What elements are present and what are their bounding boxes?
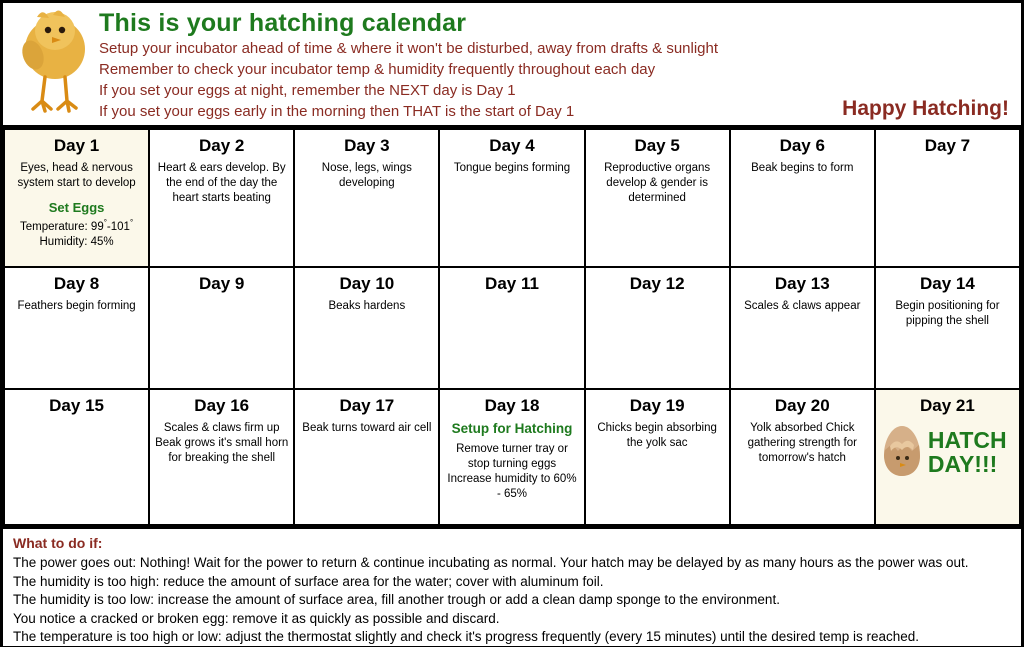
happy-hatching-text: Happy Hatching! (842, 97, 1009, 120)
footer-line-3: The humidity is too low: increase the amount of surface area, fill another trough or add a clean damp sponge to the environment. (13, 592, 780, 607)
degree-symbol-2: ° (129, 218, 134, 227)
day-description: Feathers begin forming (17, 300, 136, 312)
day-label: Day 17 (339, 396, 395, 415)
day-cell-10 (294, 267, 439, 389)
day-cell-4 (439, 129, 584, 267)
day-description: Scales & claws firm up Beak grows it's small horn for breaking the shell (155, 422, 289, 464)
day-label: Day 18 (484, 396, 540, 415)
day-label: Day 16 (194, 396, 250, 415)
day-cell-2 (149, 129, 294, 267)
day-label: Day 7 (924, 136, 971, 155)
day-cell-15 (4, 389, 149, 525)
day-label: Day 3 (344, 136, 390, 155)
temperature-text: Temperature: 99 (19, 220, 104, 233)
day-label: Day 19 (629, 396, 685, 415)
temperature-range: -101 (106, 220, 130, 233)
footer-line-5: The temperature is too high or low: adjust the thermostat slightly and check it's progress frequently (every 15 minutes) until the desired temp is reached. (13, 629, 920, 644)
day-label: Day 14 (920, 274, 975, 293)
day-description: Beak turns toward air cell (302, 422, 432, 434)
day-label: Day 9 (199, 274, 245, 293)
footer-line-2: The humidity is too high: reduce the amount of surface area for the water; cover with aluminum foil. (13, 573, 604, 589)
chick-illustration (9, 5, 101, 123)
day-cell-13 (730, 267, 875, 389)
header-line-3: If you set your eggs at night, remember the NEXT day is Day 1 (99, 82, 516, 99)
degree-symbol-1: ° (103, 218, 107, 227)
footer-line-4: You notice a cracked or broken egg: remove it as quickly as possible and discard. (13, 610, 500, 626)
footer-tips (3, 526, 1021, 646)
day-cell-5 (585, 129, 730, 267)
day-cell-14 (875, 267, 1020, 389)
day-cell-3 (294, 129, 439, 267)
calendar-grid (3, 128, 1021, 526)
day-cell-18 (439, 389, 584, 525)
day-description: Beaks hardens (328, 300, 406, 312)
day-description: Heart & ears develop. By the end of the day the heart starts beating (157, 162, 286, 204)
footer-title: What to do if: (13, 535, 103, 551)
day-cell-21 (875, 389, 1020, 525)
day-label: Day 4 (489, 136, 535, 155)
day-description: Tongue begins forming (453, 162, 571, 174)
day-label: Day 12 (629, 274, 685, 293)
day-description: Chicks begin absorbing the yolk sac (597, 422, 717, 449)
day-description: Scales & claws appear (744, 300, 861, 312)
day-cell-17 (294, 389, 439, 525)
header (3, 3, 1021, 128)
day-label: Day 6 (779, 136, 825, 155)
header-line-2: Remember to check your incubator temp & humidity frequently throughout each day (99, 61, 656, 78)
hatching-egg-icon (880, 424, 924, 480)
day-label: Day 1 (53, 136, 100, 155)
day-description: Eyes, head & nervous system start to develop (17, 162, 136, 189)
hatch-day-text: HATCH DAY!!! (927, 427, 1007, 477)
footer-line-1: The power goes out: Nothing! Wait for the power to return & continue incubating as normal. Your hatch may be delayed by as many hours as the power was out. (13, 555, 969, 570)
day-cell-16 (149, 389, 294, 525)
day-label: Day 2 (199, 136, 245, 155)
day-cell-9 (149, 267, 294, 389)
day-cell-19 (585, 389, 730, 525)
day-label: Day 20 (774, 396, 830, 415)
day-description: Beak begins to form (751, 162, 854, 174)
day-label: Day 13 (774, 274, 830, 293)
hatch-day-block (880, 424, 1015, 480)
day-label: Day 8 (53, 274, 100, 293)
day-cell-7 (875, 129, 1020, 267)
calendar-row-week2 (4, 267, 1020, 389)
calendar-row-week1 (4, 129, 1020, 267)
header-line-1: Setup your incubator ahead of time & where it won't be disturbed, away from drafts & sunlight (99, 40, 719, 57)
day-label: Day 15 (49, 396, 104, 415)
day-cell-20 (730, 389, 875, 525)
header-line-4: If you set your eggs early in the morning then THAT is the start of Day 1 (99, 103, 575, 120)
day-description: Nose, legs, wings developing (321, 162, 412, 189)
day-label: Day 5 (634, 136, 680, 155)
day-cell-8 (4, 267, 149, 389)
day-cell-11 (439, 267, 584, 389)
day-cell-6 (730, 129, 875, 267)
calendar-row-week3 (4, 389, 1020, 525)
day-description: Remove turner tray or stop turning eggs Increase humidity to 60% - 65% (447, 443, 577, 500)
page-title: This is your hatching calendar (99, 9, 467, 37)
day-description: Reproductive organs develop & gender is determined (604, 162, 711, 204)
day-cell-12 (585, 267, 730, 389)
setup-for-hatching-label: Setup for Hatching (451, 421, 573, 436)
set-eggs-label: Set Eggs (48, 200, 105, 215)
humidity-line: Humidity: 45% (39, 235, 114, 248)
day-label: Day 10 (339, 274, 395, 293)
day-label: Day 21 (920, 396, 975, 415)
temperature-line (9, 215, 144, 235)
day-description: Yolk absorbed Chick gathering strength for tomorrow's hatch (747, 422, 857, 464)
day-label: Day 11 (485, 274, 539, 293)
day-description: Begin positioning for pipping the shell (895, 300, 1000, 327)
day-cell-1 (4, 129, 149, 267)
